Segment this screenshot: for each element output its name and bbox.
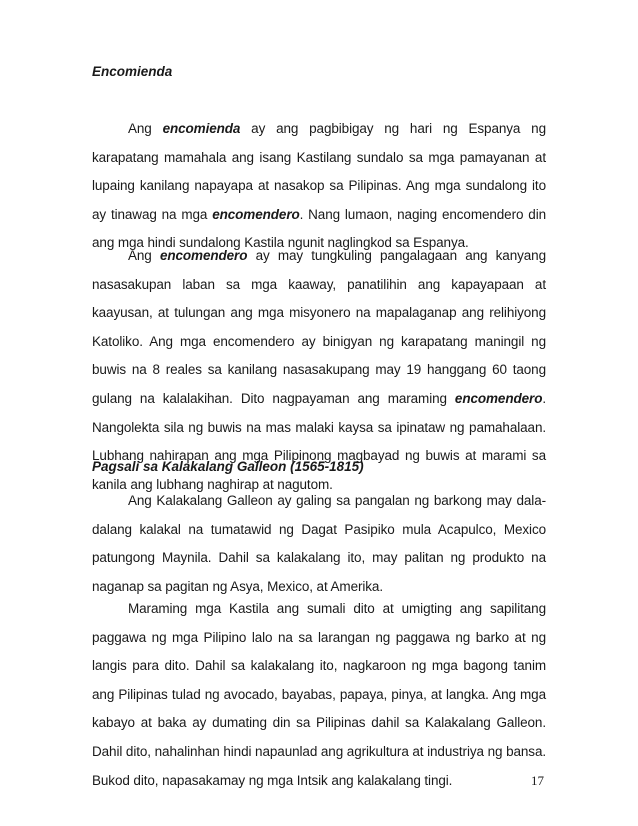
text-run: . Nang lumaon, naging encomendero din ang mga hindi sundalong Kastila ngunit naglingkod sa Espanya.	[92, 206, 546, 251]
text-run: Ang Kalakalang Galleon ay galing sa pangalan ng barkong may dala-dalang kalakal na tumatawid ng Dagat Pasipiko mula Acapulco, Mexico patungong Maynila. Dahil sa kalakalang ito, may palitan ng produkto na naganap sa pagitan ng Asya, Mexico, at Amerika.	[92, 493, 546, 594]
text-run: Ang	[128, 248, 160, 263]
text-run: Ang	[128, 121, 163, 136]
paragraph	[92, 487, 546, 601]
paragraph	[92, 595, 546, 795]
emphasis-term: encomendero	[159, 248, 248, 263]
emphasis-term: encomendero	[454, 390, 543, 406]
text-run: ay may tungkuling pangalagaan ang kanyang nasasakupan laban sa mga kaaway, panatilihin ang kapayapaan at kaayusan, at tulungan ang mga misyonero na mapalaganap ang relihiyong Katoliko. Ang mga encomendero ay binigyan ng karapatang maningil ng buwis na 8 reales sa kanilang nasasakupang may 19 hanggang 60 taong gulang na kalalakihan. Dito nagpayaman ang maraming	[92, 248, 546, 406]
emphasis-term: encomendero	[212, 206, 300, 222]
text-run: Maraming mga Kastila ang sumali dito at umigting ang sapilitang paggawa ng mga Pilipino lalo na sa larangan ng paggawa ng barko at ng langis para dito. Dahil sa kalakalang ito, nagkaroon ng mga bagong tanim ang Pilipinas tulad ng avocado, bayabas, papaya, pinya, at langka. Ang mga kabayo at baka ay dumating din sa Pilipinas dahil sa Kalakalang Galleon. Dahil dito, nahalinhan hindi napaunlad ang agrikultura at industriya ng bansa. Bukod dito, napasakamay ng mga Intsik ang kalakalang tingi.	[92, 601, 546, 788]
text-run: ay ang pagbibigay ng hari ng Espanya ng karapatang mamahala ang isang Kastilang sundalo sa mga pamayanan at lupaing kanilang napayapa at nasakop sa Pilipinas. Ang mga sundalong ito ay tinawag na mga	[92, 121, 546, 222]
paragraph	[92, 115, 546, 258]
emphasis-term: encomienda	[162, 121, 241, 136]
section-heading-kalakalang-galleon: Pagsali sa Kalakalang Galleon (1565-1815)	[92, 459, 364, 474]
text-run: . Nangolekta sila ng buwis na mas malaki kaysa sa ipinataw ng pamahalaan. Lubhang nahirapan ang mga Pilipinong magbayad ng buwis at marami sa kanila ang lubhang naghirap at nagutom.	[92, 390, 546, 492]
section-heading-encomienda: Encomienda	[92, 64, 173, 79]
page-number: 17	[531, 773, 544, 788]
